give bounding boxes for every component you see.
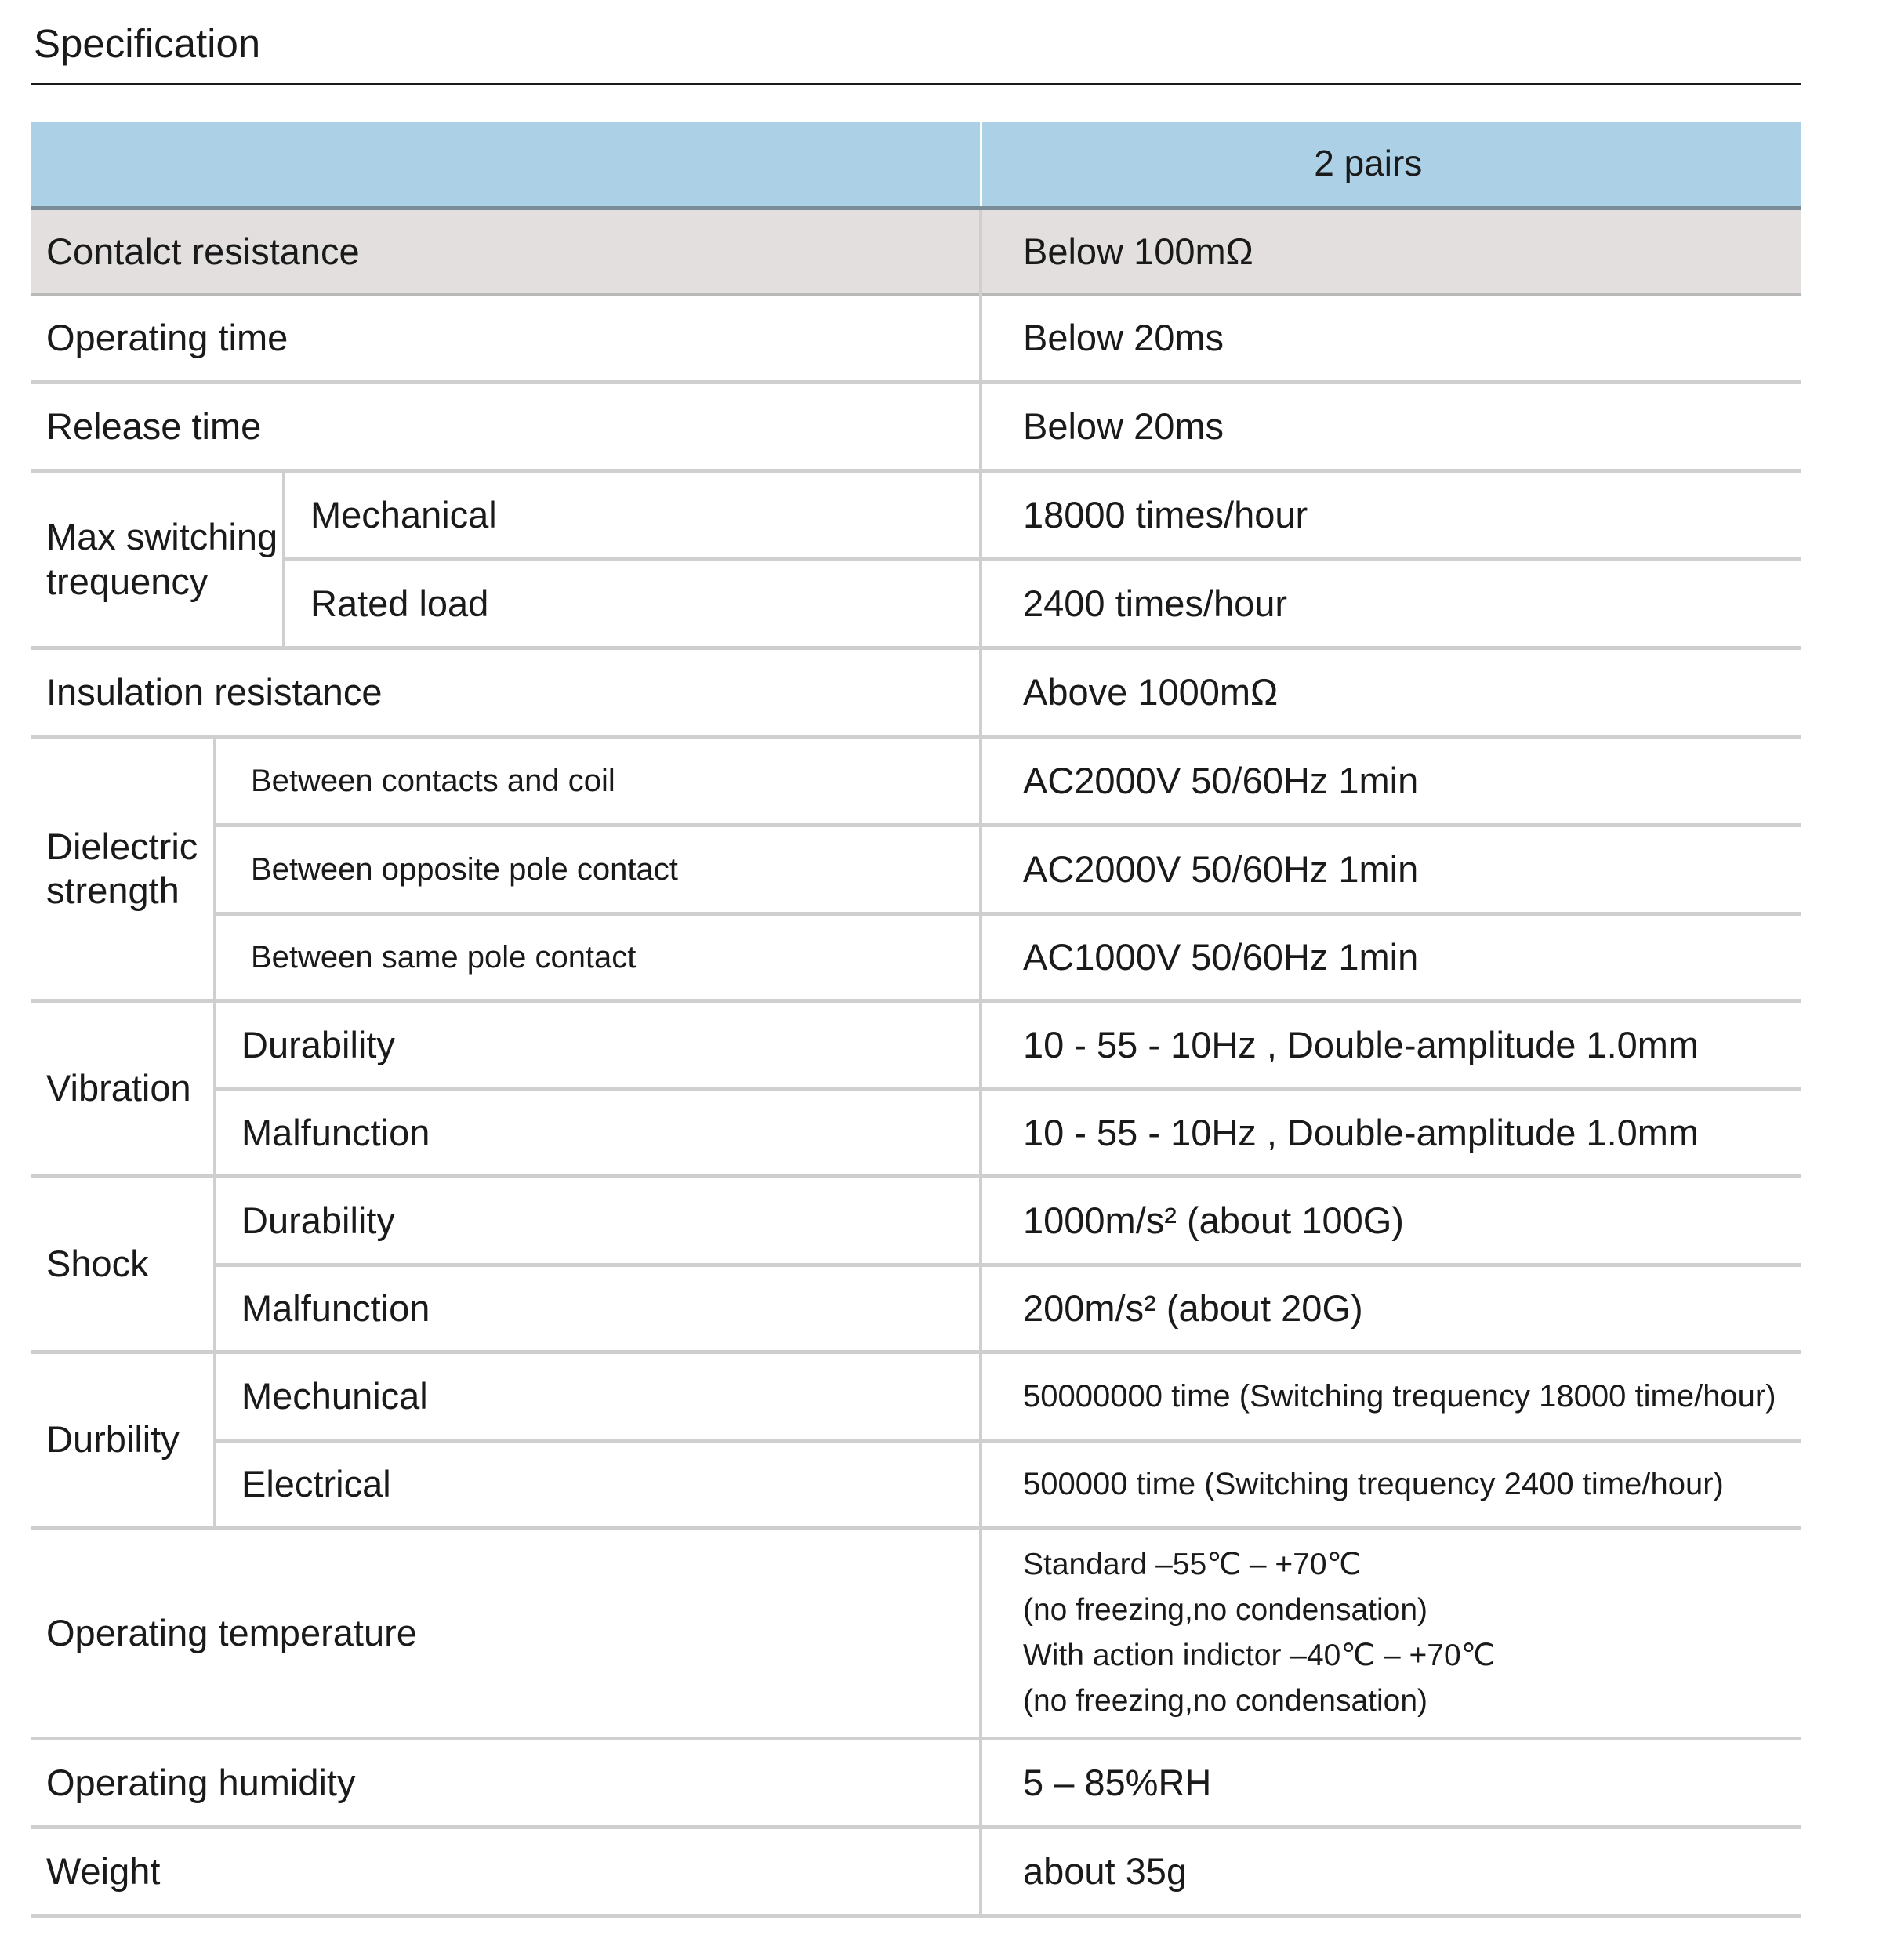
specification-table <box>31 122 1801 1918</box>
row-label: Weight <box>31 1828 981 1916</box>
table-row-operating-humidity <box>31 1739 1801 1828</box>
table-row-operating-temperature <box>31 1528 1801 1739</box>
table-row-shock-malfunction <box>31 1265 1801 1352</box>
temperature-line: With action indictor –40℃ – +70℃ <box>1023 1639 1496 1672</box>
sub-label: Electrical <box>215 1441 981 1528</box>
row-value: 1000m/s² (about 100G) <box>981 1177 1801 1265</box>
sub-label: Malfunction <box>215 1265 981 1352</box>
row-value: AC2000V 50/60Hz 1min <box>981 737 1801 826</box>
row-value: 500000 time (Switching trequency 2400 time/hour) <box>981 1441 1801 1528</box>
sub-label: Between opposite pole contact <box>215 826 981 914</box>
sub-label: Between same pole contact <box>215 914 981 1001</box>
header-column-2-pairs: 2 pairs <box>981 122 1801 209</box>
row-value-temperature <box>981 1528 1801 1739</box>
group-label-dielectric: Dielectric strength <box>31 737 215 1001</box>
sub-label: Durability <box>215 1001 981 1090</box>
table-row-dielectric-contacts-coil <box>31 737 1801 826</box>
title-divider <box>31 83 1801 85</box>
row-label: Operating humidity <box>31 1739 981 1828</box>
row-value: Below 20ms <box>981 295 1801 383</box>
table-row-vibration-durability <box>31 1001 1801 1090</box>
temperature-line: Standard –55℃ – +70℃ <box>1023 1548 1362 1581</box>
table-row-release-time <box>31 383 1801 471</box>
group-label-max-switching: Max switching trequency <box>31 471 284 648</box>
row-value: 10 - 55 - 10Hz , Double-amplitude 1.0mm <box>981 1090 1801 1177</box>
row-value: Below 20ms <box>981 383 1801 471</box>
table-row-dielectric-opposite-pole <box>31 826 1801 914</box>
row-label: Insulation resistance <box>31 648 981 737</box>
table-row-durbility-mechanical <box>31 1352 1801 1441</box>
row-value: Below 100mΩ <box>981 209 1801 295</box>
table-row-operating-time <box>31 295 1801 383</box>
row-label: Operating time <box>31 295 981 383</box>
page-title: Specification <box>34 21 261 66</box>
row-label: Release time <box>31 383 981 471</box>
table-row-vibration-malfunction <box>31 1090 1801 1177</box>
table-row-insulation-resistance <box>31 648 1801 737</box>
sub-label: Between contacts and coil <box>215 737 981 826</box>
sub-label: Durability <box>215 1177 981 1265</box>
row-value: about 35g <box>981 1828 1801 1916</box>
row-value: 200m/s² (about 20G) <box>981 1265 1801 1352</box>
temperature-line: (no freezing,no condensation) <box>1023 1593 1428 1627</box>
table-row-max-switching-rated-load <box>31 560 1801 648</box>
row-value: 2400 times/hour <box>981 560 1801 648</box>
table-header-row <box>31 122 1801 209</box>
sub-label: Malfunction <box>215 1090 981 1177</box>
row-value: AC2000V 50/60Hz 1min <box>981 826 1801 914</box>
table-row-weight <box>31 1828 1801 1916</box>
group-label-vibration: Vibration <box>31 1001 215 1177</box>
row-label: Operating temperature <box>31 1528 981 1739</box>
table-row-shock-durability <box>31 1177 1801 1265</box>
group-label-durbility: Durbility <box>31 1352 215 1528</box>
table-row-durbility-electrical <box>31 1441 1801 1528</box>
table-row-contact-resistance <box>31 209 1801 295</box>
row-value: Above 1000mΩ <box>981 648 1801 737</box>
sub-label: Mechunical <box>215 1352 981 1441</box>
row-value: 10 - 55 - 10Hz , Double-amplitude 1.0mm <box>981 1001 1801 1090</box>
row-value: 5 – 85%RH <box>981 1739 1801 1828</box>
row-value: AC1000V 50/60Hz 1min <box>981 914 1801 1001</box>
row-label: Contalct resistance <box>31 209 981 295</box>
sub-label: Rated load <box>284 560 981 648</box>
sub-label: Mechanical <box>284 471 981 560</box>
header-blank-cell <box>31 122 981 209</box>
temperature-line: (no freezing,no condensation) <box>1023 1684 1428 1718</box>
table-row-dielectric-same-pole <box>31 914 1801 1001</box>
row-value: 18000 times/hour <box>981 471 1801 560</box>
table-row-max-switching-mechanical <box>31 471 1801 560</box>
row-value: 50000000 time (Switching trequency 18000 time/hour) <box>981 1352 1801 1441</box>
group-label-shock: Shock <box>31 1177 215 1352</box>
